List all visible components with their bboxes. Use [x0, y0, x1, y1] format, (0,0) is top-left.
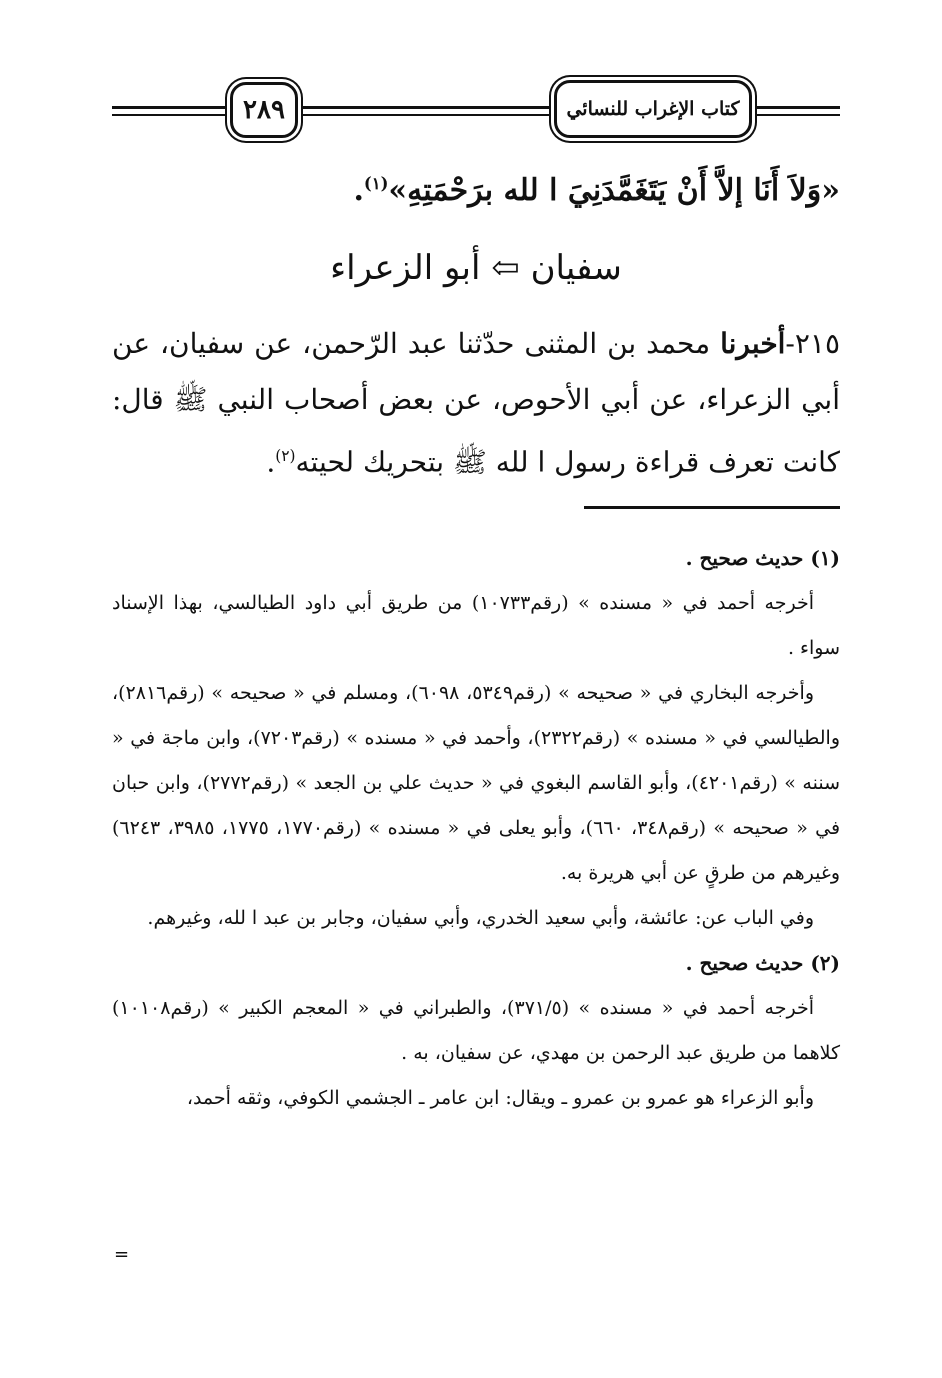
footnote-1-para-1: أخرجه أحمد في « مسنده » (رقم١٠٧٣٣) من طريق أبي داود الطيالسي، بهذا الإسناد سواء . — [112, 592, 840, 659]
page-number: ٢٨٩ — [230, 82, 298, 138]
hadith-footnote-ref: (٢) — [275, 447, 296, 465]
hadith-keyword: أخبرنا — [720, 327, 786, 360]
footnote-1-para-2: وأخرجه البخاري في « صحيحه » (رقم٥٣٤٩، ٦٠٩٨)، ومسلم في « صحيحه » (رقم٢٨١٦)، والطيالسي في « مسنده » (رقم٢٣٢٢)، وأحمد في « مسنده » (رقم٧٢٠٣)، وابن ماجة في « سننه » (رقم٤٢٠١)، وأبو القاسم البغوي في « حديث علي بن الجعد » (رقم٢٧٧٢)، وابن حبان في « صحيحه » (رقم٣٤٨، ٦٦٠)، وأبو يعلى في « مسنده » (رقم١٧٧٠، ١٧٧٥، ٣٩٨٥، ٦٢٤٣) وغيرهم من طرقٍ عن أبي هريرة به. — [112, 682, 841, 884]
quote-end: . — [353, 173, 364, 208]
footnote-1-heading: (١) حديث صحيح . — [685, 546, 840, 570]
hadith-number: ٢١٥- — [785, 327, 840, 360]
footnotes — [112, 536, 840, 1121]
continuation-mark: = — [114, 1244, 130, 1265]
footnote-2-para-2: وأبو الزعراء هو عمرو بن عمرو ـ ويقال: ابن عامر ـ الجشمي الكوفي، وثقه أحمد، — [186, 1087, 814, 1109]
prophetic-quote — [112, 160, 840, 215]
book-title: كتاب الإغراب للنسائي — [554, 80, 752, 138]
footnote-2-heading: (٢) حديث صحيح . — [685, 951, 840, 975]
narrator-chain-heading: سفيان ⇦ أبو الزعراء — [330, 248, 622, 288]
quote-text: «وَلاَ أَنَا إلاَّ أَنْ يَتَغَمَّدَنِيَ ا لله برَحْمَتِهِ» — [388, 173, 840, 208]
quote-footnote-ref: (١) — [363, 174, 389, 193]
hadith-end: . — [266, 445, 276, 479]
hadith-body: محمد بن المثنى حدّثنا عبد الرّحمن، عن سفيان، عن أبي الزعراء، عن أبي الأحوص، عن بعض أصحاب النبي ﷺ قال: كانت تعرف قراءة رسول ا لله ﷺ بتحريك لحيته — [112, 327, 840, 479]
footnote-1-para-3: وفي الباب عن: عائشة، وأبي سعيد الخدري، وأبي سفيان، وجابر بن عبد ا لله، وغيرهم. — [147, 907, 814, 929]
footnote-2-para-1: أخرجه أحمد في « مسنده » (٣٧١/٥)، والطبراني في « المعجم الكبير » (رقم١٠١٠٨) كلاهما من طريق عبد الرحمن بن مهدي، عن سفيان، به . — [112, 997, 840, 1064]
page-header — [112, 78, 840, 140]
hadith-paragraph — [112, 316, 840, 490]
footnote-separator — [584, 506, 840, 509]
